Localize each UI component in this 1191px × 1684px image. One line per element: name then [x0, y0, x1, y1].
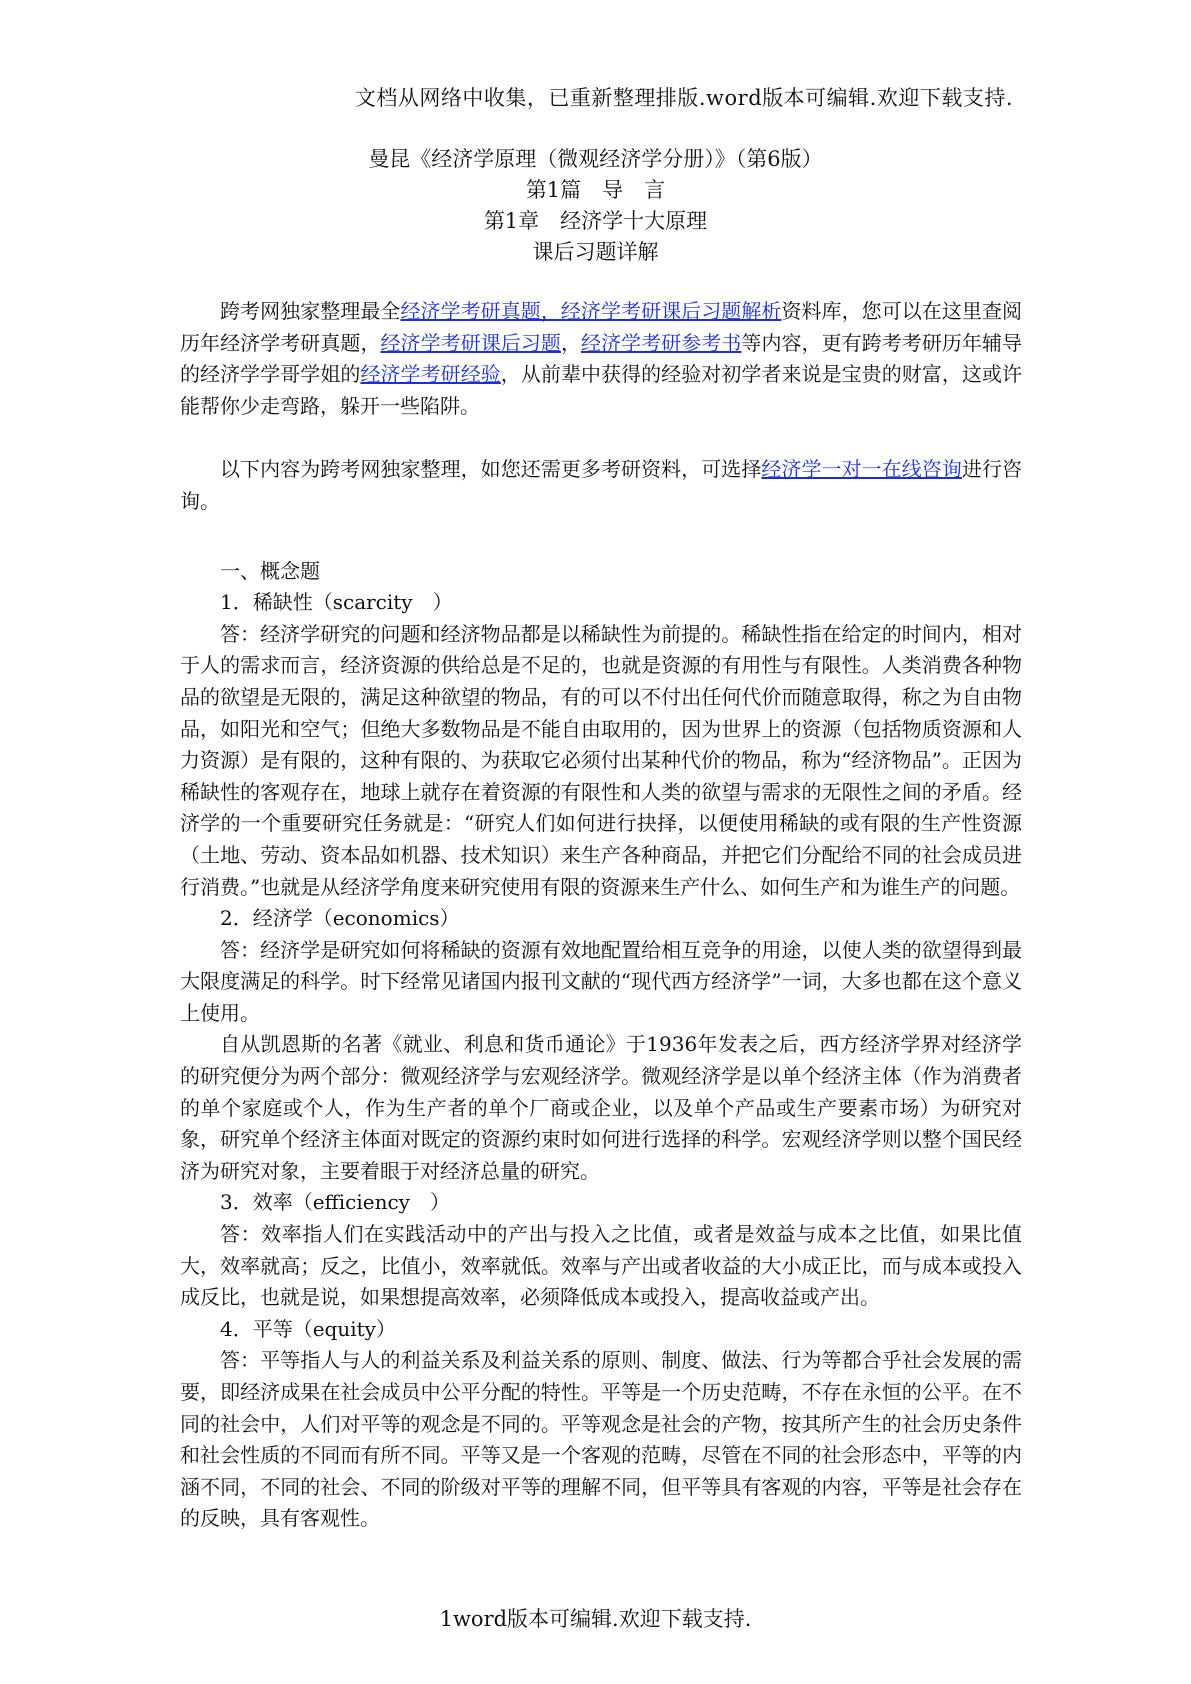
page-header: 文档从网络中收集，已重新整理排版.word版本可编辑.欢迎下载支持.	[354, 86, 1013, 110]
intro-text: 资料库，您可以在这里查阅历年经济学考研真题，	[180, 299, 1023, 355]
intro-text: 跨考网独家整理最全	[220, 299, 401, 323]
link-exam-questions[interactable]: 经济学考研真题，经济学考研课后习题解析	[400, 299, 782, 323]
item-title-efficiency: 3．效率（efficiency ）	[220, 1190, 450, 1215]
intro-text: 等内容，更有跨考考研历年辅导的经济学学哥学姐的	[180, 330, 1023, 387]
link-consultation[interactable]: 经济学一对一在线咨询	[761, 457, 962, 482]
item-answer-economics-2: 自从凯恩斯的名著《就业、利息和货币通论》于1936年发表之后，西方经济学界对经济学的研究便分为两个部分：微观经济学与宏观经济学。微观经济学是以单个经济主体（作为消费者的单个家庭或个人，作为生产者的单个厂商或企业，以及单个产品或生产要素市场）为研究对象，研究单个经济主体面对既定的资源约束时如何进行选择的科学。宏观经济学则以整个国民经济为研究对象，主要着眼于对经济总量的研究。	[180, 1032, 1022, 1183]
page-footer: 1word版本可编辑.欢迎下载支持.	[439, 1607, 752, 1631]
intro-text: ，从前辈中获得的经验对初学者来说是宝贵的财富，这或许能帮你少走弯路，躲开一些陷阱。	[180, 362, 1023, 418]
link-reference-books[interactable]: 经济学考研参考书	[581, 330, 742, 355]
item-title-scarcity: 1．稀缺性（scarcity ）	[220, 590, 453, 615]
link-exercises[interactable]: 经济学考研课后习题	[380, 330, 561, 355]
item-answer-efficiency: 答：效率指人们在实践活动中的产出与投入之比值，或者是效益与成本之比值，如果比值大，效率就高；反之，比值小，效率就低。效率与产出或者收益的大小成正比，而与成本或投入成反比，也就是说，如果想提高效率，必须降低成本或投入，提高收益或产出。	[180, 1222, 1022, 1310]
item-title-equity: 4．平等（equity）	[220, 1316, 396, 1341]
item-title-economics: 2．经济学（economics）	[220, 906, 460, 931]
chapter-title: 第1章 经济学十大原理	[483, 209, 708, 233]
item-answer-equity: 答：平等指人与人的利益关系及利益关系的原则、制度、做法、行为等都合乎社会发展的需要，即经济成果在社会成员中公平分配的特性。平等是一个历史范畴，不存在永恒的公平。在不同的社会中，人们对平等的观念是不同的。平等观念是社会的产物，按其所产生的社会历史条件和社会性质的不同而有所不同。平等又是一个客观的范畴，尽管在不同的社会形态中，平等的内涵不同，不同的社会、不同的阶级对平等的理解不同，但平等具有客观的内容，平等是社会存在的反映，具有客观性。	[180, 1348, 1022, 1531]
intro2-paragraph	[180, 454, 1022, 517]
part-title: 第1篇 导 言	[525, 178, 666, 202]
document-body	[180, 296, 1022, 1535]
intro2-text: 以下内容为跨考网独家整理，如您还需更多考研资料，可选择	[220, 457, 762, 482]
intro-text: ，	[560, 330, 582, 355]
section-title: 课后习题详解	[532, 240, 659, 264]
section-heading: 一、概念题	[220, 558, 320, 583]
intro-paragraph	[180, 296, 1022, 422]
intro2-text: 进行咨询。	[180, 457, 1023, 513]
link-experience[interactable]: 经济学考研经验	[360, 362, 501, 387]
item-answer-economics: 答：经济学是研究如何将稀缺的资源有效地配置给相互竞争的用途，以使人类的欲望得到最大限度满足的科学。时下经常见诸国内报刊文献的“现代西方经济学”一词，大多也都在这个意义上使用。	[180, 937, 1022, 1025]
title-block	[0, 144, 1191, 268]
book-title: 曼昆《经济学原理（微观经济学分册）》（第6版）	[368, 147, 823, 171]
item-answer-scarcity: 答：经济学研究的问题和经济物品都是以稀缺性为前提的。稀缺性指在给定的时间内，相对于人的需求而言，经济资源的供给总是不足的，也就是资源的有用性与有限性。人类消费各种物品的欲望是无限的，满足这种欲望的物品，有的可以不付出任何代价而随意取得，称之为自由物品，如阳光和空气；但绝大多数物品是不能自由取用的，因为世界上的资源（包括物质资源和人力资源）是有限的，这种有限的、为获取它必须付出某种代价的物品，称为“经济物品”。正因为稀缺性的客观存在，地球上就存在着资源的有限性和人类的欲望与需求的无限性之间的矛盾。经济学的一个重要研究任务就是：“研究人们如何进行抉择，以便使用稀缺的或有限的生产性资源（土地、劳动、资本品如机器、技术知识）来生产各种商品，并把它们分配给不同的社会成员进行消费。”也就是从经济学角度来研究使用有限的资源来生产什么、如何生产和为谁生产的问题。	[180, 621, 1022, 899]
